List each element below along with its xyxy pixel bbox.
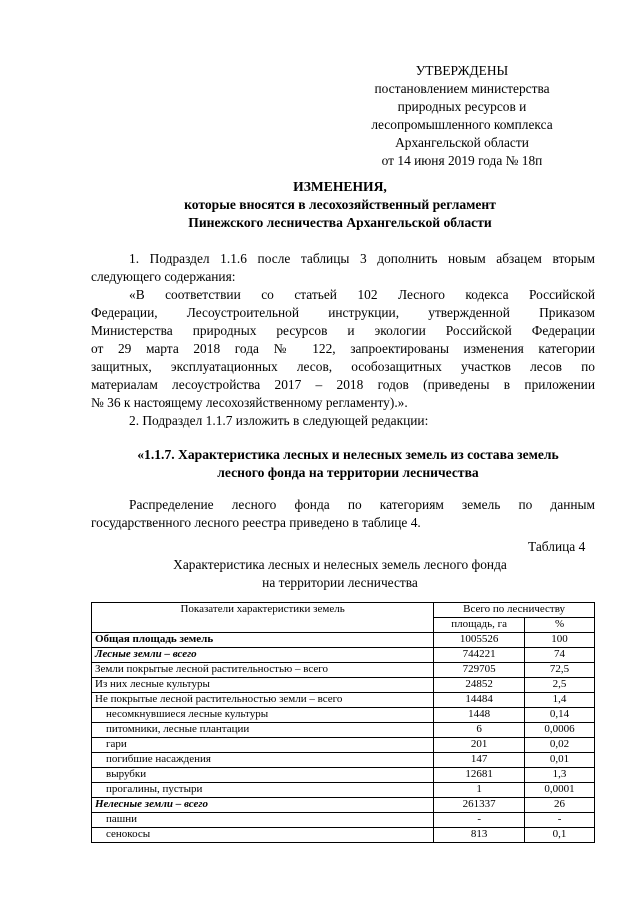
row-area: 744221 [434,648,525,663]
row-percent: 74 [525,648,595,663]
paragraph-line: защитных, эксплуатационных лесов, особозащитных участков лесов по [91,359,595,374]
paragraph-line: следующего содержания: [91,269,236,284]
row-label: Общая площадь земель [92,633,434,648]
header-indicator: Показатели характеристики земель [92,603,434,633]
table-row [92,813,595,828]
approval-line: природных ресурсов и [397,99,527,114]
document-subtitle: которые вносятся в лесохозяйственный регламент [184,197,496,212]
section-title: «1.1.7. Характеристика лесных и нелесных земель из состава земель [137,447,559,462]
table-row [92,798,595,813]
table-row [92,828,595,843]
table-header-row [92,603,595,618]
row-percent: 0,02 [525,738,595,753]
row-percent: 72,5 [525,663,595,678]
row-label: питомники, лесные плантации [92,723,434,738]
row-label: Нелесные земли – всего [92,798,434,813]
row-label: Из них лесные культуры [92,678,434,693]
row-label: сенокосы [92,828,434,843]
row-percent: 100 [525,633,595,648]
row-area: - [434,813,525,828]
row-label: несомкнувшиеся лесные культуры [92,708,434,723]
approval-line: лесопромышленного комплекса [371,117,553,132]
row-percent: 0,14 [525,708,595,723]
row-label: погибшие насаждения [92,753,434,768]
row-label: Лесные земли – всего [92,648,434,663]
table-row [92,708,595,723]
row-area: 6 [434,723,525,738]
row-percent: - [525,813,595,828]
table-row [92,753,595,768]
row-area: 14484 [434,693,525,708]
section-title: лесного фонда на территории лесничества [217,465,479,480]
row-percent: 1,4 [525,693,595,708]
row-area: 1 [434,783,525,798]
row-percent: 0,1 [525,828,595,843]
row-label: гари [92,738,434,753]
table-caption: Характеристика лесных и нелесных земель лесного фонда [173,557,507,572]
table-row [92,633,595,648]
row-percent: 2,5 [525,678,595,693]
row-label: прогалины, пустыри [92,783,434,798]
table-row [92,723,595,738]
paragraph-line: «В соответствии со статьей 102 Лесного кодекса Российской [129,287,595,302]
paragraph-3 [91,412,595,430]
paragraph-line: Федерации, Лесоустроительной инструкции, утвержденной Приказом [91,305,595,320]
document-subtitle: Пинежского лесничества Архангельской области [188,215,492,230]
header-area: площадь, га [434,618,525,633]
table-row [92,693,595,708]
row-percent: 0,0006 [525,723,595,738]
land-characteristics-table [91,602,595,843]
paragraph-line: 2. Подраздел 1.1.7 изложить в следующей редакции: [129,413,429,428]
table-label: Таблица 4 [528,539,586,554]
paragraph-line: Министерства природных ресурсов и экологии Российской Федерации [91,323,595,338]
row-area: 147 [434,753,525,768]
table-row [92,678,595,693]
approval-line: Архангельской области [395,135,529,150]
row-area: 1005526 [434,633,525,648]
approval-line: от 14 июня 2019 года № 18п [381,153,543,168]
paragraph-4 [91,496,595,532]
row-area: 201 [434,738,525,753]
paragraph-line: Распределение лесного фонда по категориям земель по данным [129,497,595,512]
row-area: 261337 [434,798,525,813]
row-label: Не покрытые лесной растительностью земли – всего [92,693,434,708]
table-row [92,648,595,663]
row-area: 729705 [434,663,525,678]
document-title: ИЗМЕНЕНИЯ, [293,179,387,194]
row-label: пашни [92,813,434,828]
row-label: вырубки [92,768,434,783]
table-row [92,768,595,783]
row-area: 1448 [434,708,525,723]
approval-line: УТВЕРЖДЕНЫ [415,63,509,78]
row-percent: 1,3 [525,768,595,783]
table-caption: на территории лесничества [262,575,418,590]
approval-stamp [362,62,562,170]
paragraph-line: от 29 марта 2018 года № 122, запроектированы изменения категории [91,341,595,356]
table-row [92,783,595,798]
paragraph-1 [91,250,595,286]
table-row [92,663,595,678]
header-percent: % [525,618,595,633]
paragraph-line: 1. Подраздел 1.1.6 после таблицы 3 дополнить новым абзацем вторым [129,251,595,266]
approval-line: постановлением министерства [374,81,550,96]
paragraph-line: государственного лесного реестра приведено в таблице 4. [91,515,421,530]
paragraph-line: № 36 к настоящему лесохозяйственному регламенту).». [91,395,408,410]
paragraph-line: материалам лесоустройства 2017 – 2018 годов (приведены в приложении [91,377,595,392]
row-area: 24852 [434,678,525,693]
header-total: Всего по лесничеству [434,603,595,618]
paragraph-2 [91,286,595,412]
row-area: 12681 [434,768,525,783]
table-row [92,738,595,753]
row-percent: 0,0001 [525,783,595,798]
row-label: Земли покрытые лесной растительностью – всего [92,663,434,678]
row-area: 813 [434,828,525,843]
row-percent: 0,01 [525,753,595,768]
row-percent: 26 [525,798,595,813]
